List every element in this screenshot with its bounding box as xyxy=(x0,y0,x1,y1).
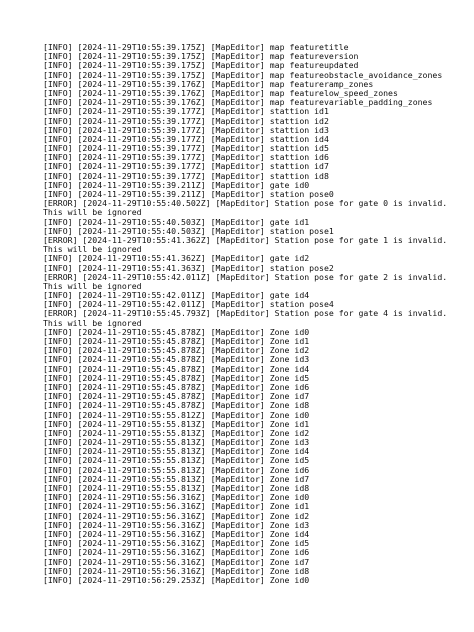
log-line: [INFO] [2024-11-29T10:55:45.878Z] [MapEditor] Zone id2 xyxy=(43,345,310,356)
log-line: [INFO] [2024-11-29T10:55:56.316Z] [MapEditor] Zone id7 xyxy=(43,556,310,567)
log-line: [INFO] [2024-11-29T10:55:39.177Z] [MapEditor] stattion id5 xyxy=(43,143,329,154)
log-line: [INFO] [2024-11-29T10:55:39.176Z] [MapEditor] map featureramp_zones xyxy=(43,78,374,89)
log-line: [INFO] [2024-11-29T10:55:39.177Z] [MapEditor] stattion id6 xyxy=(43,152,329,163)
log-line: [INFO] [2024-11-29T10:55:56.316Z] [MapEditor] Zone id6 xyxy=(43,547,310,558)
log-output xyxy=(43,43,463,585)
log-line: [INFO] [2024-11-29T10:55:40.503Z] [MapEditor] station pose1 xyxy=(43,225,334,236)
log-line: [INFO] [2024-11-29T10:55:55.812Z] [MapEditor] Zone id0 xyxy=(43,409,310,420)
log-line: [INFO] [2024-11-29T10:55:55.813Z] [MapEditor] Zone id2 xyxy=(43,427,310,438)
log-line: [INFO] [2024-11-29T10:55:39.177Z] [MapEditor] stattion id4 xyxy=(43,133,329,144)
log-line: [INFO] [2024-11-29T10:55:45.878Z] [MapEditor] Zone id1 xyxy=(43,336,310,346)
log-line: [INFO] [2024-11-29T10:55:45.878Z] [MapEditor] Zone id5 xyxy=(43,372,310,383)
log-line: [INFO] [2024-11-29T10:55:41.363Z] [MapEditor] station pose2 xyxy=(43,262,334,273)
log-line: [INFO] [2024-11-29T10:55:45.878Z] [MapEditor] Zone id8 xyxy=(43,400,310,411)
log-line: [ERROR] [2024-11-29T10:55:40.502Z] [MapEditor] Station pose for gate 0 is invalid. xyxy=(43,198,448,209)
log-line: [INFO] [2024-11-29T10:55:42.011Z] [MapEditor] gate id4 xyxy=(43,290,310,301)
log-line: [INFO] [2024-11-29T10:55:55.813Z] [MapEditor] Zone id6 xyxy=(43,464,310,475)
log-line: [INFO] [2024-11-29T10:55:56.316Z] [MapEditor] Zone id2 xyxy=(43,510,310,521)
log-line: [INFO] [2024-11-29T10:55:39.175Z] [MapEditor] map featureupdated xyxy=(43,60,359,71)
log-line: [INFO] [2024-11-29T10:55:56.316Z] [MapEditor] Zone id3 xyxy=(43,519,310,530)
log-line: This will be ignored xyxy=(43,317,142,328)
log-line: [INFO] [2024-11-29T10:55:39.177Z] [MapEditor] stattion id7 xyxy=(43,161,329,172)
log-line: [INFO] [2024-11-29T10:55:55.813Z] [MapEditor] Zone id1 xyxy=(43,418,310,429)
log-line: [INFO] [2024-11-29T10:55:56.316Z] [MapEditor] Zone id5 xyxy=(43,538,310,549)
log-line: This will be ignored xyxy=(43,244,142,255)
log-line: [INFO] [2024-11-29T10:55:39.175Z] [MapEditor] map featureobstacle_avoidance_zones xyxy=(43,69,443,80)
log-line: [INFO] [2024-11-29T10:55:45.878Z] [MapEditor] Zone id4 xyxy=(43,363,310,374)
log-line: [INFO] [2024-11-29T10:55:40.503Z] [MapEditor] gate id1 xyxy=(43,216,310,227)
log-line: [ERROR] [2024-11-29T10:55:45.793Z] [MapEditor] Station pose for gate 4 is invalid. xyxy=(43,308,448,319)
log-line: [INFO] [2024-11-29T10:55:39.176Z] [MapEditor] map featurevariable_padding_zones xyxy=(43,97,433,108)
log-line: [INFO] [2024-11-29T10:55:55.813Z] [MapEditor] Zone id4 xyxy=(43,446,310,457)
log-line: [INFO] [2024-11-29T10:55:56.316Z] [MapEditor] Zone id4 xyxy=(43,528,310,539)
log-line: [INFO] [2024-11-29T10:55:41.362Z] [MapEditor] gate id2 xyxy=(43,253,310,264)
log-line: [INFO] [2024-11-29T10:55:39.176Z] [MapEditor] map featurelow_speed_zones xyxy=(43,87,398,98)
log-line: [INFO] [2024-11-29T10:55:45.878Z] [MapEditor] Zone id7 xyxy=(43,391,310,402)
log-line: [INFO] [2024-11-29T10:55:39.177Z] [MapEditor] stattion id1 xyxy=(43,106,329,117)
log-line: [INFO] [2024-11-29T10:55:39.177Z] [MapEditor] stattion id3 xyxy=(43,124,329,135)
log-line: [INFO] [2024-11-29T10:55:45.878Z] [MapEditor] Zone id6 xyxy=(43,381,310,392)
log-line: [INFO] [2024-11-29T10:55:55.813Z] [MapEditor] Zone id8 xyxy=(43,483,310,493)
log-line: [ERROR] [2024-11-29T10:55:41.362Z] [MapEditor] Station pose for gate 1 is invalid. xyxy=(43,234,448,245)
log-line: [INFO] [2024-11-29T10:55:39.175Z] [MapEditor] map featuretitle xyxy=(43,42,349,52)
log-line: [INFO] [2024-11-29T10:55:39.175Z] [MapEditor] map featureversion xyxy=(43,51,359,62)
log-line: [INFO] [2024-11-29T10:55:56.316Z] [MapEditor] Zone id0 xyxy=(43,492,310,503)
log-line: [INFO] [2024-11-29T10:56:29.253Z] [MapEditor] Zone id0 xyxy=(43,574,310,585)
log-line: [INFO] [2024-11-29T10:55:55.813Z] [MapEditor] Zone id7 xyxy=(43,473,310,484)
log-line: [INFO] [2024-11-29T10:55:39.177Z] [MapEditor] stattion id2 xyxy=(43,115,329,126)
log-line: [INFO] [2024-11-29T10:55:55.813Z] [MapEditor] Zone id3 xyxy=(43,437,310,448)
log-line: [INFO] [2024-11-29T10:55:39.177Z] [MapEditor] stattion id8 xyxy=(43,170,329,181)
log-line: [INFO] [2024-11-29T10:55:42.011Z] [MapEditor] station pose4 xyxy=(43,299,334,310)
log-line: This will be ignored xyxy=(43,207,142,218)
log-line: [INFO] [2024-11-29T10:55:45.878Z] [MapEditor] Zone id0 xyxy=(43,326,310,337)
log-line: [INFO] [2024-11-29T10:55:56.316Z] [MapEditor] Zone id8 xyxy=(43,565,310,576)
log-line: [INFO] [2024-11-29T10:55:39.211Z] [MapEditor] gate id0 xyxy=(43,179,310,190)
log-line: [INFO] [2024-11-29T10:55:55.813Z] [MapEditor] Zone id5 xyxy=(43,455,310,466)
log-line: This will be ignored xyxy=(43,280,142,291)
log-line: [INFO] [2024-11-29T10:55:56.316Z] [MapEditor] Zone id1 xyxy=(43,501,310,512)
log-line: [INFO] [2024-11-29T10:55:39.211Z] [MapEditor] station pose0 xyxy=(43,189,334,199)
log-line: [ERROR] [2024-11-29T10:55:42.011Z] [MapEditor] Station pose for gate 2 is invalid. xyxy=(43,271,448,282)
log-line: [INFO] [2024-11-29T10:55:45.878Z] [MapEditor] Zone id3 xyxy=(43,354,310,365)
